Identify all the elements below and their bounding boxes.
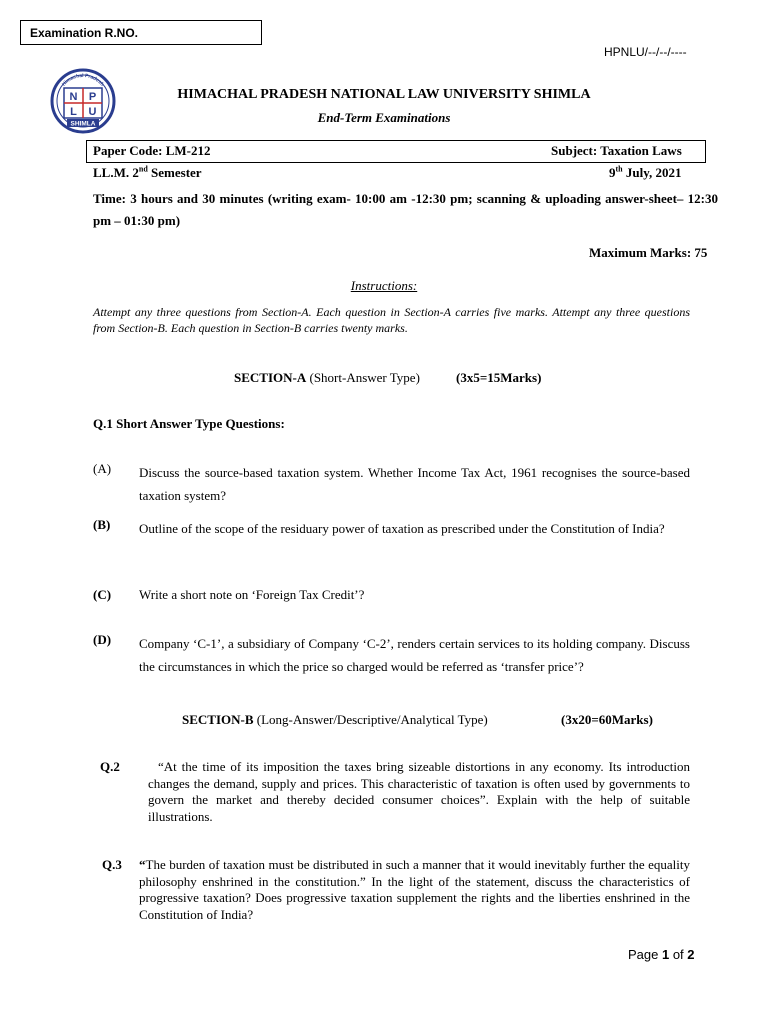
q1-item-label: (D) — [93, 632, 112, 647]
q1-item-text: Company ‘C-1’, a subsidiary of Company ‘C-2’, renders certain services to its holding company. Discuss the circumstances in which the price so charged would be referred as ‘transfer price’? — [139, 636, 690, 674]
q1-item-label: (B) — [93, 517, 111, 532]
seal-letter-n: N — [69, 91, 78, 103]
q1-heading: Q.1 Short Answer Type Questions: — [93, 416, 285, 431]
section-b-marks: (3x20=60Marks) — [561, 712, 653, 727]
instructions-heading: Instructions: — [350, 278, 418, 293]
q2-text: “At the time of its imposition the taxes bring sizeable distortions in any economy. Its introduction changes the demand, supply and prices. This characteristic of taxation is often used by governments to govern the market and thereby decided consumer choices”. Explain with the help of suitable illustrations. — [148, 759, 690, 824]
page-number: Page 1 of 2 — [628, 947, 695, 962]
q1-item-label: (A) — [93, 461, 112, 476]
instructions-text: Attempt any three questions from Section-A. Each question in Section-A carries five marks. Attempt any three questions from Section-B. Each question in Section-B carries twenty marks. — [93, 305, 690, 335]
q1-item-text: Outline of the scope of the residuary power of taxation as prescribed under the Constitution of India? — [139, 521, 665, 536]
university-name: HIMACHAL PRADESH NATIONAL LAW UNIVERSITY SHIMLA — [177, 87, 591, 102]
section-b-title: SECTION-B (Long-Answer/Descriptive/Analytical Type) — [182, 712, 488, 727]
seal-city-text: SHIMLA — [70, 120, 96, 128]
q2-label: Q.2 — [100, 759, 120, 774]
q1-item-text: Write a short note on ‘Foreign Tax Credit’? — [139, 587, 365, 602]
examination-rno-label: Examination R.NO. — [30, 26, 139, 40]
subject: Subject: Taxation Laws — [551, 143, 682, 158]
paper-code: Paper Code: LM-212 — [93, 143, 211, 158]
q1-item-text: Discuss the source-based taxation system. Whether Income Tax Act, 1961 recognises the source-based taxation system? — [139, 465, 690, 503]
maximum-marks: Maximum Marks: 75 — [589, 245, 708, 260]
exam-time: Time: 3 hours and 30 minutes (writing exam- 10:00 am -12:30 pm; scanning & uploading answer-sheet– 12:30 pm – 01:30 pm) — [93, 191, 718, 228]
q1-item-label: (C) — [93, 587, 112, 602]
seal-letter-u: U — [88, 106, 97, 118]
exam-date: 9th July, 2021 — [609, 164, 682, 180]
seal-letter-p: P — [88, 91, 97, 103]
section-a-title: SECTION-A (Short-Answer Type) — [234, 370, 420, 385]
course-semester: LL.M. 2nd Semester — [93, 164, 202, 180]
section-a-marks: (3x5=15Marks) — [456, 370, 542, 385]
examination-rno-box — [20, 20, 262, 45]
exam-type: End-Term Examinations — [317, 110, 451, 125]
q3-label: Q.3 — [102, 857, 122, 872]
seal-letter-l: L — [70, 106, 77, 118]
seal-arc-text: Himachal Pradesh — [61, 72, 105, 88]
reference-number: HPNLU/--/--/---- — [604, 45, 687, 59]
q3-text: “The burden of taxation must be distributed in such a manner that it would inevitably further the equality philosophy enshrined in the constitution.” In the light of the statement, discuss the characteristics of progressive taxation? Does progressive taxation supplement the rights and the liberties enshrined in the Constitution of India? — [139, 857, 690, 922]
